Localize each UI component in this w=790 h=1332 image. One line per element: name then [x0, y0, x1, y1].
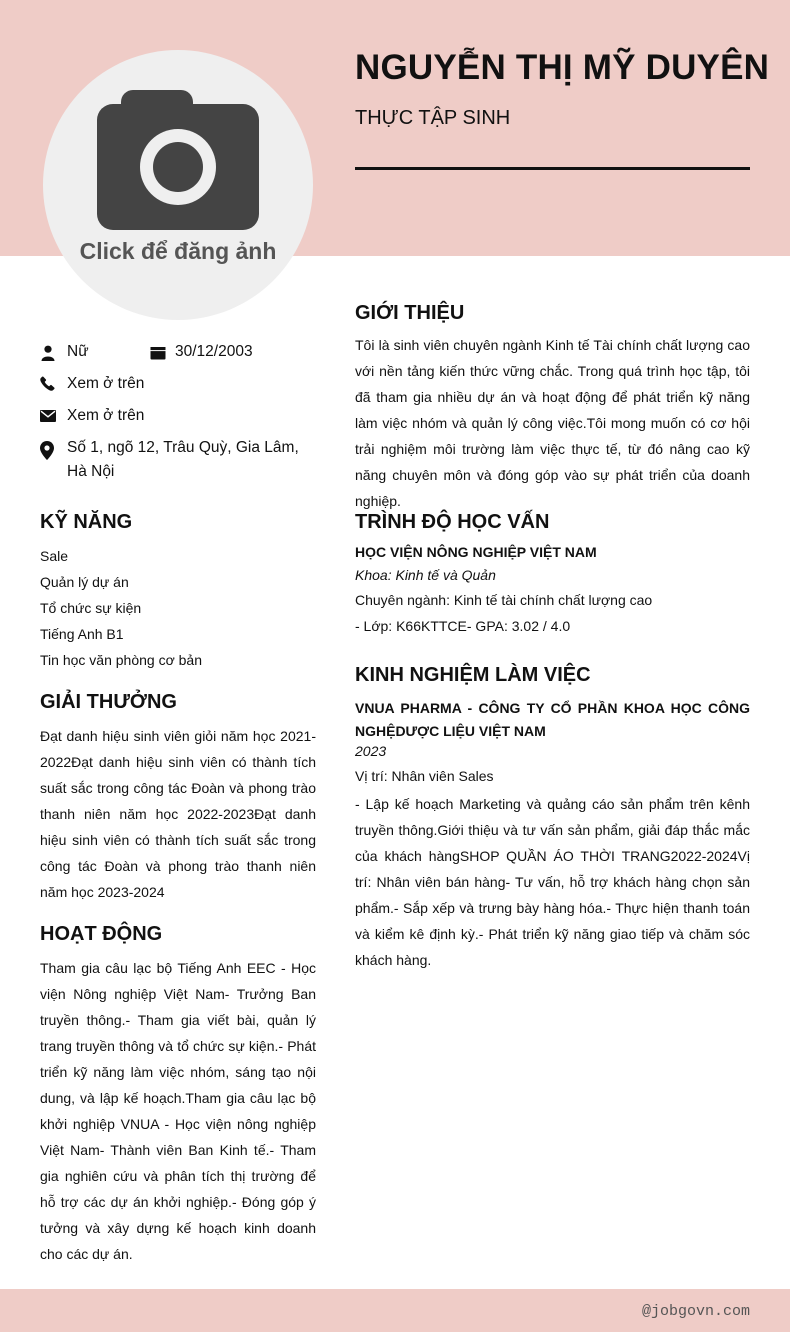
awards-title: GIẢI THƯỞNG [40, 691, 177, 713]
title-divider [355, 167, 750, 170]
location-pin-icon [40, 441, 56, 457]
person-icon [40, 345, 56, 361]
gender-value: Nữ [67, 343, 89, 360]
phone-value: Xem ở trên [67, 375, 145, 392]
email-value: Xem ở trên [67, 407, 145, 424]
intro-text: Tôi là sinh viên chuyên ngành Kinh tế Tài chính chất lượng cao với nền tảng kiến thức vững chắc. Trong quá trình học tập, tôi đã tham gia nhiều dự án và hoạt động để phát triển kỹ năng làm việc nhóm và quản lý công việc.Tôi mong muốn có cơ hội trải nghiệm môi trường làm việc thực tế, từ đó nâng cao kỹ năng chuyên môn và đóng góp vào sự phát triển của doanh nghiệp. [355, 337, 750, 509]
skills-title: KỸ NĂNG [40, 511, 133, 533]
envelope-icon [40, 410, 56, 426]
school-name: HỌC VIỆN NÔNG NGHIỆP VIỆT NAM [355, 544, 597, 560]
skill-item: Tổ chức sự kiện [40, 600, 142, 616]
experience-title: KINH NGHIỆM LÀM VIỆC [355, 664, 591, 686]
skill-item: Quản lý dự án [40, 574, 129, 590]
experience-description: - Lập kế hoạch Marketing và quảng cáo sản phẩm trên kênh truyền thông.Giới thiệu và tư vấn sản phẩm, giải đáp thắc mắc của khách hàngSHOP QUẦN ÁO THỜI TRANG2022-2024Vị trí: Nhân viên bán hàng- Tư vấn, hỗ trợ khách hàng chọn sản phẩm.- Sắp xếp và trưng bày hàng hóa.- Thực hiện thanh toán và kiểm kê định kỳ.- Phát triển kỹ năng giao tiếp và chăm sóc khách hàng. [355, 796, 750, 968]
skill-item: Tiếng Anh B1 [40, 626, 124, 642]
activities-text: Tham gia câu lạc bộ Tiếng Anh EEC - Học viện Nông nghiệp Việt Nam- Trưởng Ban truyền thông.- Tham gia viết bài, quản lý trang truyền thông và tổ chức sự kiện.- Phát triển kỹ năng làm việc nhóm, sáng tạo nội dung, và lập kế hoạch.Tham gia câu lạc bộ khởi nghiệp VNUA - Học viện nông nghiệp Việt Nam- Thành viên Ban Kinh tế.- Tham gia nghiên cứu và phân tích thị trường để hỗ trợ các dự án khởi nghiệp.- Đóng góp ý tưởng và xây dựng kế hoạch kinh doanh cho các dự án. [40, 960, 316, 1262]
candidate-name: NGUYỄN THỊ MỸ DUYÊN [355, 48, 770, 87]
calendar-icon [150, 346, 166, 362]
experience-year: 2023 [355, 743, 387, 759]
photo-upload-label: Click để đăng ảnh [79, 238, 277, 264]
skills-list [40, 543, 202, 673]
skill-item: Tin học văn phòng cơ bản [40, 652, 202, 668]
intro-title: GIỚI THIỆU [355, 302, 465, 324]
phone-icon [40, 376, 56, 392]
awards-text: Đạt danh hiệu sinh viên giỏi năm học 2021-2022Đạt danh hiệu sinh viên có thành tích suất sắc trong công tác Đoàn và phong trào thanh niên năm học 2022-2023Đạt danh hiệu sinh viên có thành tích suất sắc trong công tác Đoàn và phong trào thanh niên năm học 2023-2024 [40, 728, 316, 900]
major: Chuyên ngành: Kinh tế tài chính chất lượng cao [355, 592, 653, 608]
experience-position: Vị trí: Nhân viên Sales [355, 768, 494, 784]
skill-item: Sale [40, 548, 69, 564]
class-gpa: - Lớp: K66KTTCE- GPA: 3.02 / 4.0 [355, 618, 571, 634]
faculty: Khoa: Kinh tế và Quản [355, 567, 496, 583]
address-line-2: Hà Nội [67, 463, 115, 480]
photo-upload[interactable] [43, 50, 313, 320]
activities-title: HOẠT ĐỘNG [40, 923, 163, 945]
footer-brand: @jobgovn.com [641, 1303, 750, 1320]
company-name: VNUA PHARMA - CÔNG TY CỔ PHẦN KHOA HỌC CÔNG NGHỆDƯỢC LIỆU VIỆT NAM [355, 700, 750, 739]
address-line-1: Số 1, ngõ 12, Trâu Quỳ, Gia Lâm, [67, 439, 299, 456]
job-title: THỰC TẬP SINH [355, 107, 511, 129]
birthdate-value: 30/12/2003 [175, 343, 253, 360]
education-title: TRÌNH ĐỘ HỌC VẤN [355, 511, 550, 533]
